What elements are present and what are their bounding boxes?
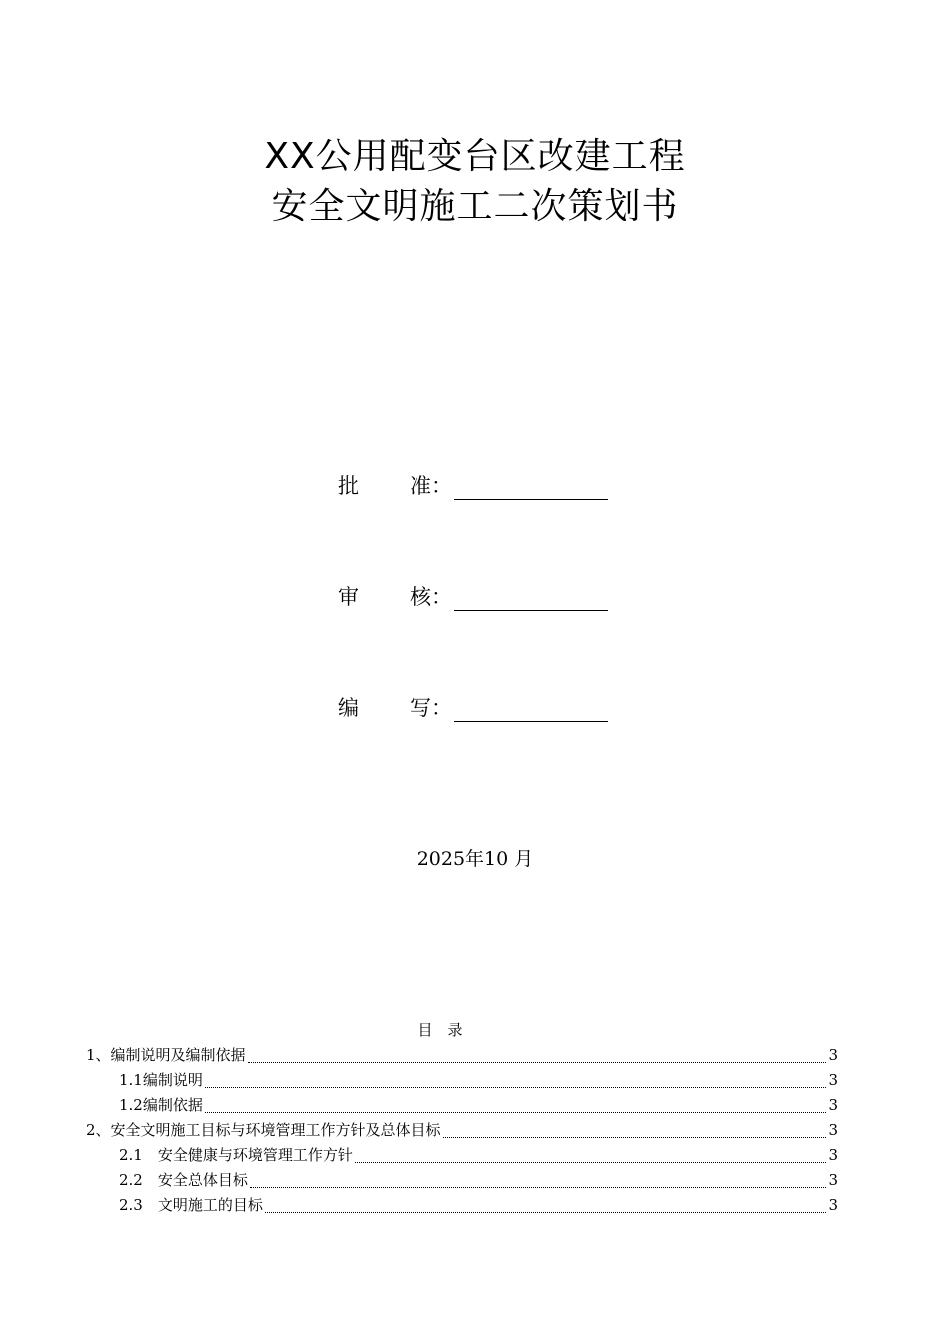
toc-item-number: 2、 bbox=[86, 1121, 111, 1139]
toc-heading: 目 录 bbox=[417, 1021, 463, 1039]
write-label-char2: 写： bbox=[410, 696, 452, 720]
write-signature-line bbox=[454, 699, 608, 722]
review-label-char2: 核： bbox=[410, 585, 452, 609]
toc-item-number: 2.3 bbox=[119, 1196, 158, 1214]
toc-item-label: 安全健康与环境管理工作方针 bbox=[157, 1146, 353, 1164]
toc-item-number: 1.1 bbox=[119, 1071, 143, 1089]
title-line-1: XX公用配变台区改建工程 bbox=[264, 136, 686, 177]
toc-leader-dots bbox=[205, 1086, 827, 1088]
toc-item-number: 1.2 bbox=[119, 1096, 143, 1114]
toc-item-page: 3 bbox=[828, 1146, 838, 1164]
toc-item-number: 1、 bbox=[86, 1046, 111, 1064]
toc-item-page: 3 bbox=[828, 1071, 838, 1089]
write-row bbox=[338, 692, 608, 722]
toc-item-page: 3 bbox=[828, 1096, 838, 1114]
toc-item-number: 2.1 bbox=[119, 1146, 158, 1164]
toc-item-label: 安全总体目标 bbox=[157, 1171, 248, 1189]
toc-leader-dots bbox=[265, 1211, 827, 1213]
toc-leader-dots bbox=[355, 1161, 827, 1163]
toc-item[interactable] bbox=[86, 1168, 838, 1193]
review-signature-line bbox=[454, 588, 608, 611]
toc-leader-dots bbox=[443, 1136, 827, 1138]
write-label-char1: 编 bbox=[338, 696, 359, 720]
review-label-char1: 审 bbox=[338, 585, 359, 609]
toc-item[interactable] bbox=[86, 1068, 838, 1093]
approve-signature-line bbox=[454, 477, 608, 500]
table-of-contents bbox=[86, 1043, 838, 1218]
toc-item-page: 3 bbox=[828, 1121, 838, 1139]
approve-row bbox=[338, 470, 608, 500]
toc-leader-dots bbox=[250, 1186, 827, 1188]
document-date: 2025年10 月 bbox=[416, 848, 534, 870]
toc-leader-dots bbox=[248, 1061, 827, 1063]
toc-item-label: 编制依据 bbox=[142, 1096, 203, 1114]
title-line-2: 安全文明施工二次策划书 bbox=[271, 186, 679, 227]
toc-item[interactable] bbox=[86, 1118, 838, 1143]
approve-label-char1: 批 bbox=[338, 474, 359, 498]
toc-item-page: 3 bbox=[828, 1171, 838, 1189]
toc-item-label: 安全文明施工目标与环境管理工作方针及总体目标 bbox=[110, 1121, 441, 1139]
toc-item-label: 编制说明 bbox=[142, 1071, 203, 1089]
toc-item[interactable] bbox=[86, 1043, 838, 1068]
toc-item[interactable] bbox=[86, 1143, 838, 1168]
approve-label-char2: 准： bbox=[410, 474, 452, 498]
toc-item-page: 3 bbox=[828, 1196, 838, 1214]
toc-item-number: 2.2 bbox=[119, 1171, 158, 1189]
toc-item-page: 3 bbox=[828, 1046, 838, 1064]
toc-item[interactable] bbox=[86, 1193, 838, 1218]
toc-item[interactable] bbox=[86, 1093, 838, 1118]
toc-leader-dots bbox=[205, 1111, 827, 1113]
toc-item-label: 编制说明及编制依据 bbox=[110, 1046, 246, 1064]
toc-item-label: 文明施工的目标 bbox=[157, 1196, 263, 1214]
review-row bbox=[338, 581, 608, 611]
